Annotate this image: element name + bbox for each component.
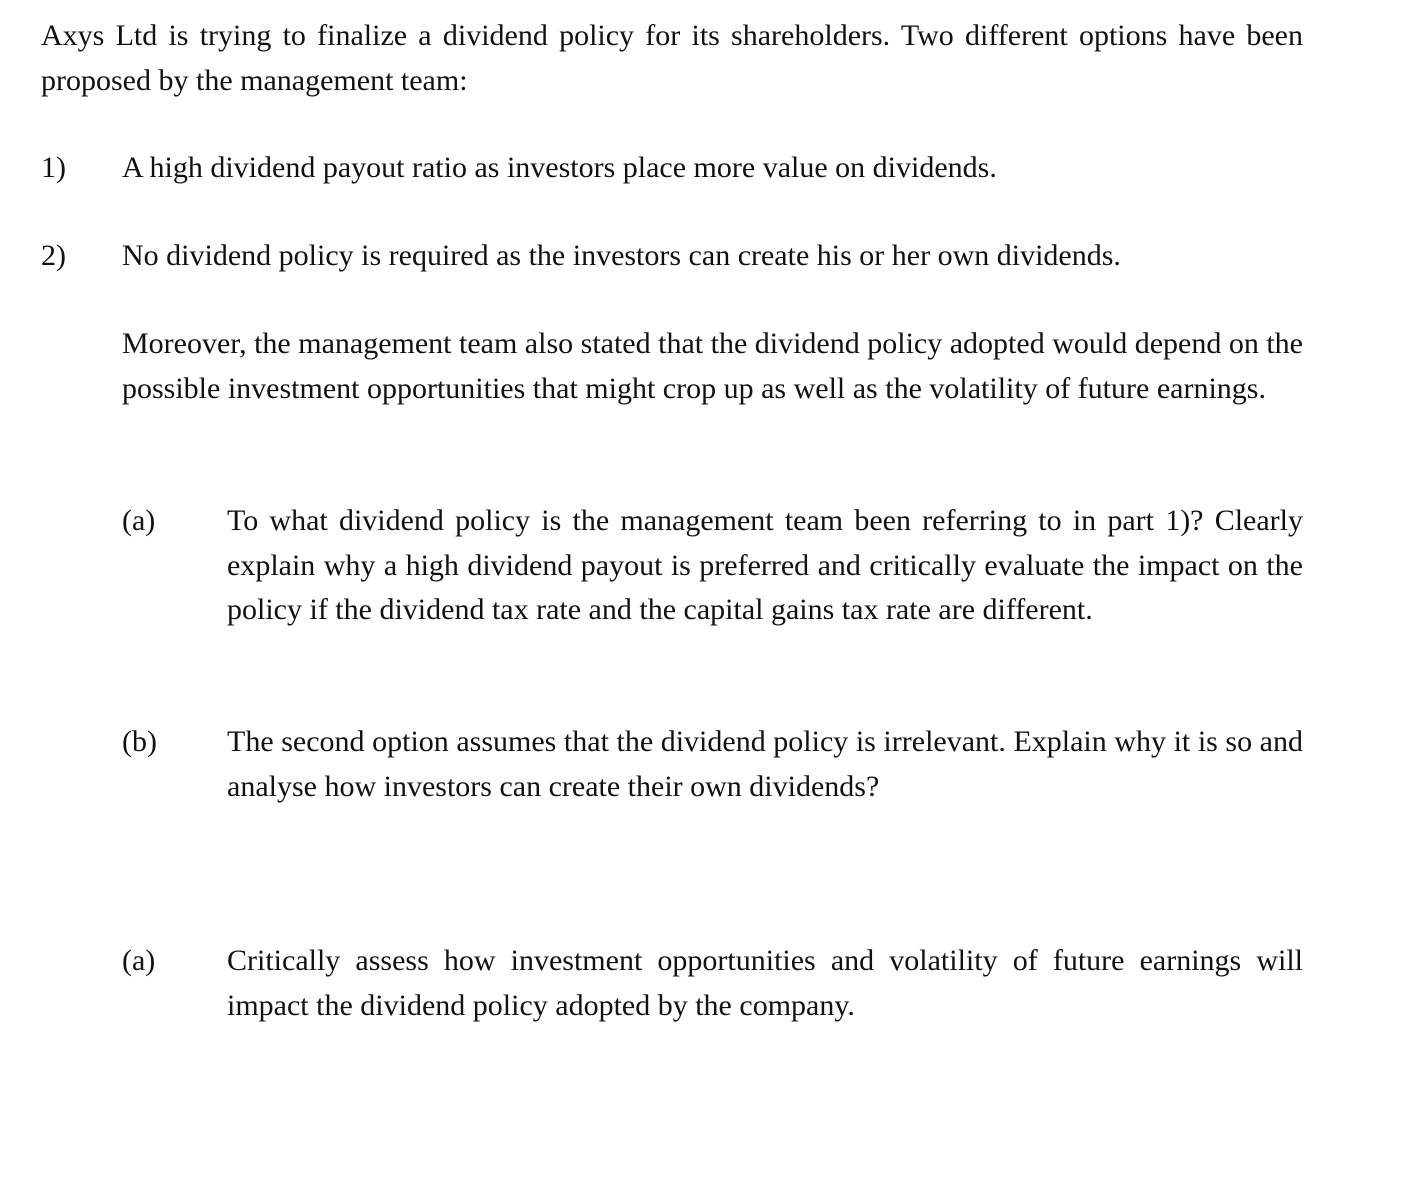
moreover-paragraph: Moreover, the management team also stated that the dividend policy adopted would depend on the possible investment opportunities that might crop up as well as the volatility of future earnings.: [122, 327, 1303, 405]
option-number: 1): [41, 151, 66, 184]
question-label: (a): [122, 944, 156, 977]
option-text: No dividend policy is required as the investors can create his or her own dividends.: [122, 239, 1121, 272]
option-number: 2): [41, 239, 66, 272]
question-label: (a): [122, 504, 156, 537]
question-text: To what dividend policy is the management team been referring to in part 1)? Clearly explain why a high dividend payout is preferred and critically evaluate the impact on the policy if the dividend tax rate and the capital gains tax rate are different.: [227, 504, 1303, 626]
question-label: (b): [122, 725, 157, 758]
option-text: A high dividend payout ratio as investors place more value on dividends.: [122, 151, 997, 184]
question-text: Critically assess how investment opportunities and volatility of future earnings will impact the dividend policy adopted by the company.: [227, 944, 1303, 1022]
intro-paragraph: Axys Ltd is trying to finalize a dividend policy for its shareholders. Two different options have been proposed by the management team:: [41, 19, 1303, 97]
question-text: The second option assumes that the dividend policy is irrelevant. Explain why it is so and analyse how investors can create their own dividends?: [227, 725, 1303, 803]
